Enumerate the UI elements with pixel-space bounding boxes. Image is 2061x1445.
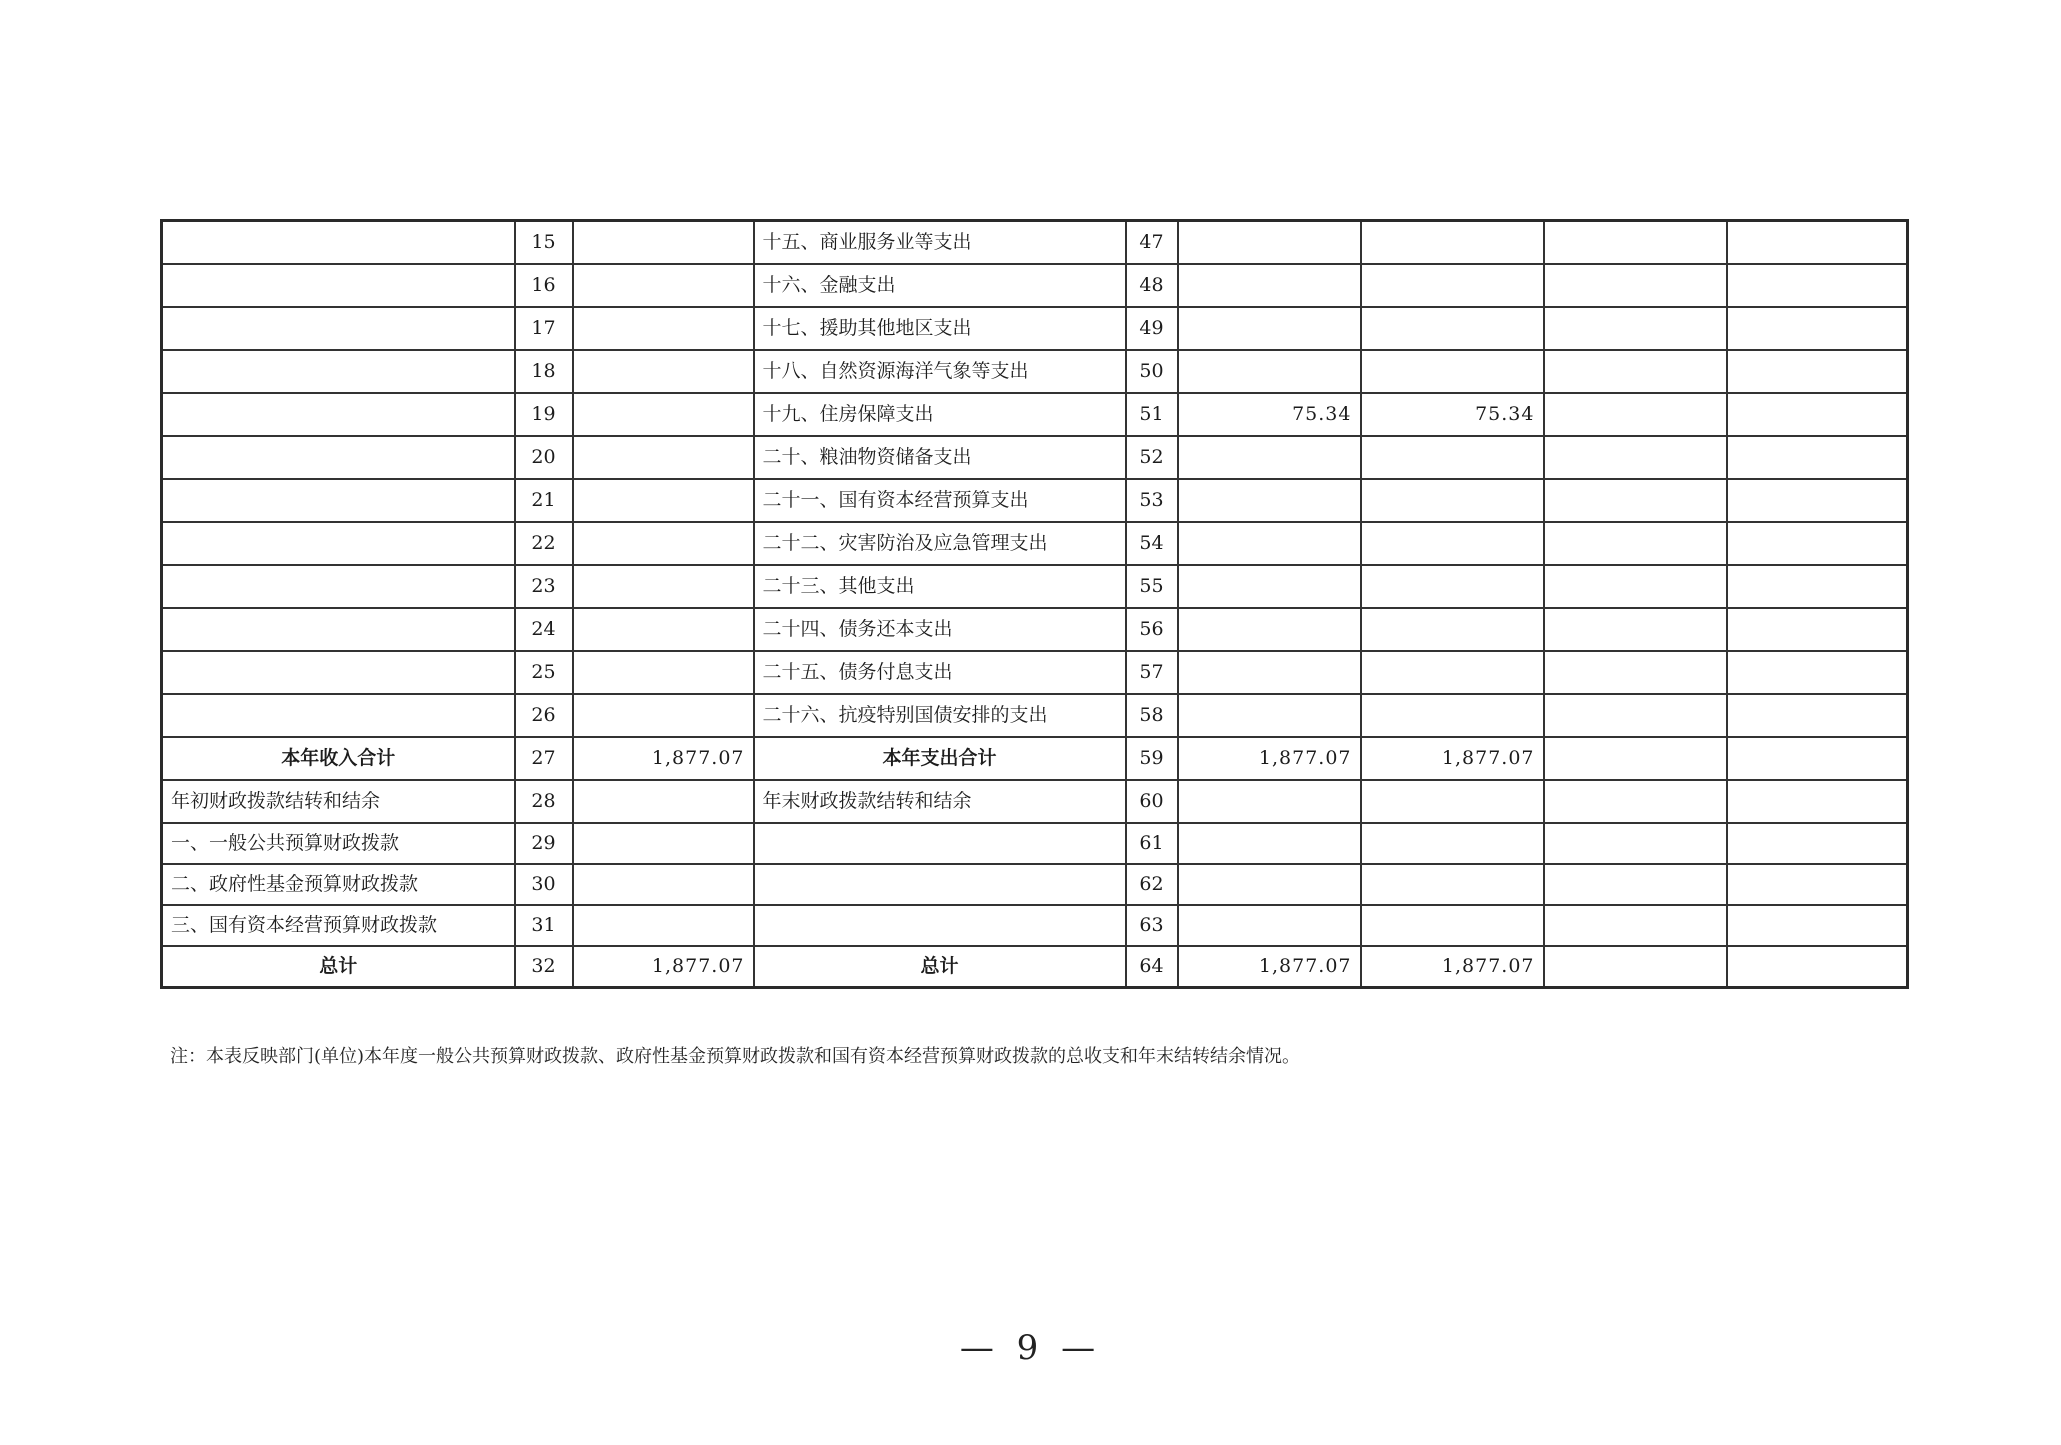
income-item-cell: 本年收入合计: [162, 737, 515, 780]
expense-state-capital-cell: [1727, 264, 1908, 307]
expense-government-fund-cell: [1544, 823, 1727, 864]
expense-general-budget-cell: 1,877.07: [1361, 946, 1544, 988]
income-row-number-cell: 17: [515, 307, 573, 350]
income-amount-cell: [573, 694, 754, 737]
expense-general-budget-cell: [1361, 221, 1544, 265]
income-row-number-cell: 16: [515, 264, 573, 307]
expense-total-cell: 1,877.07: [1178, 737, 1361, 780]
expense-general-budget-cell: [1361, 905, 1544, 946]
expense-item-cell: 二十四、债务还本支出: [754, 608, 1126, 651]
expense-state-capital-cell: [1727, 737, 1908, 780]
income-row-number-cell: 24: [515, 608, 573, 651]
table-row: [162, 608, 1908, 651]
table-row: [162, 307, 1908, 350]
expense-total-cell: [1178, 522, 1361, 565]
expense-state-capital-cell: [1727, 565, 1908, 608]
expense-state-capital-cell: [1727, 694, 1908, 737]
income-item-cell: [162, 221, 515, 265]
expense-total-cell: 75.34: [1178, 393, 1361, 436]
expense-government-fund-cell: [1544, 565, 1727, 608]
income-item-cell: [162, 393, 515, 436]
table-row: [162, 780, 1908, 823]
expense-state-capital-cell: [1727, 393, 1908, 436]
table-row: [162, 221, 1908, 265]
expense-general-budget-cell: [1361, 307, 1544, 350]
expense-row-number-cell: 48: [1126, 264, 1178, 307]
income-amount-cell: [573, 221, 754, 265]
income-row-number-cell: 21: [515, 479, 573, 522]
income-amount-cell: [573, 264, 754, 307]
table-row: [162, 946, 1908, 988]
income-row-number-cell: 30: [515, 864, 573, 905]
page-number: — 9 —: [959, 1328, 1102, 1368]
income-item-cell: 三、国有资本经营预算财政拨款: [162, 905, 515, 946]
income-amount-cell: [573, 565, 754, 608]
table-row: [162, 264, 1908, 307]
expense-state-capital-cell: [1727, 522, 1908, 565]
expense-item-cell: 十六、金融支出: [754, 264, 1126, 307]
income-item-cell: [162, 608, 515, 651]
expense-general-budget-cell: [1361, 608, 1544, 651]
expense-row-number-cell: 53: [1126, 479, 1178, 522]
income-row-number-cell: 25: [515, 651, 573, 694]
expense-government-fund-cell: [1544, 905, 1727, 946]
expense-row-number-cell: 50: [1126, 350, 1178, 393]
expense-state-capital-cell: [1727, 221, 1908, 265]
expense-item-cell: 二十五、债务付息支出: [754, 651, 1126, 694]
expense-total-cell: [1178, 436, 1361, 479]
expense-general-budget-cell: [1361, 694, 1544, 737]
income-row-number-cell: 20: [515, 436, 573, 479]
income-item-cell: [162, 651, 515, 694]
expense-item-cell: [754, 823, 1126, 864]
expense-government-fund-cell: [1544, 608, 1727, 651]
income-row-number-cell: 22: [515, 522, 573, 565]
table-row: [162, 393, 1908, 436]
expense-item-cell: 年末财政拨款结转和结余: [754, 780, 1126, 823]
expense-total-cell: [1178, 264, 1361, 307]
expense-general-budget-cell: [1361, 651, 1544, 694]
income-amount-cell: [573, 436, 754, 479]
expense-general-budget-cell: [1361, 823, 1544, 864]
expense-government-fund-cell: [1544, 864, 1727, 905]
table-row: [162, 864, 1908, 905]
expense-total-cell: 1,877.07: [1178, 946, 1361, 988]
income-item-cell: 二、政府性基金预算财政拨款: [162, 864, 515, 905]
expense-government-fund-cell: [1544, 651, 1727, 694]
expense-item-cell: 十七、援助其他地区支出: [754, 307, 1126, 350]
expense-government-fund-cell: [1544, 737, 1727, 780]
expense-state-capital-cell: [1727, 479, 1908, 522]
expense-state-capital-cell: [1727, 946, 1908, 988]
income-item-cell: [162, 565, 515, 608]
expense-state-capital-cell: [1727, 350, 1908, 393]
income-row-number-cell: 28: [515, 780, 573, 823]
expense-government-fund-cell: [1544, 780, 1727, 823]
expense-row-number-cell: 62: [1126, 864, 1178, 905]
income-row-number-cell: 31: [515, 905, 573, 946]
expense-state-capital-cell: [1727, 608, 1908, 651]
income-amount-cell: [573, 522, 754, 565]
income-item-cell: 总计: [162, 946, 515, 988]
expense-government-fund-cell: [1544, 436, 1727, 479]
expense-row-number-cell: 64: [1126, 946, 1178, 988]
income-amount-cell: 1,877.07: [573, 737, 754, 780]
income-amount-cell: 1,877.07: [573, 946, 754, 988]
income-row-number-cell: 32: [515, 946, 573, 988]
expense-government-fund-cell: [1544, 946, 1727, 988]
expense-item-cell: 总计: [754, 946, 1126, 988]
income-row-number-cell: 29: [515, 823, 573, 864]
income-amount-cell: [573, 864, 754, 905]
expense-item-cell: 十五、商业服务业等支出: [754, 221, 1126, 265]
expense-item-cell: 十八、自然资源海洋气象等支出: [754, 350, 1126, 393]
income-amount-cell: [573, 780, 754, 823]
expense-state-capital-cell: [1727, 780, 1908, 823]
expense-total-cell: [1178, 608, 1361, 651]
income-row-number-cell: 19: [515, 393, 573, 436]
income-row-number-cell: 27: [515, 737, 573, 780]
income-item-cell: 年初财政拨款结转和结余: [162, 780, 515, 823]
table-row: [162, 350, 1908, 393]
expense-total-cell: [1178, 651, 1361, 694]
expense-government-fund-cell: [1544, 522, 1727, 565]
expense-item-cell: 二十三、其他支出: [754, 565, 1126, 608]
expense-total-cell: [1178, 221, 1361, 265]
table-row: [162, 651, 1908, 694]
income-amount-cell: [573, 608, 754, 651]
expense-state-capital-cell: [1727, 436, 1908, 479]
expense-general-budget-cell: 1,877.07: [1361, 737, 1544, 780]
expense-item-cell: 二十、粮油物资储备支出: [754, 436, 1126, 479]
expense-row-number-cell: 54: [1126, 522, 1178, 565]
expense-general-budget-cell: 75.34: [1361, 393, 1544, 436]
income-row-number-cell: 18: [515, 350, 573, 393]
expense-government-fund-cell: [1544, 221, 1727, 265]
expense-government-fund-cell: [1544, 393, 1727, 436]
expense-total-cell: [1178, 479, 1361, 522]
expense-general-budget-cell: [1361, 350, 1544, 393]
expense-government-fund-cell: [1544, 479, 1727, 522]
expense-state-capital-cell: [1727, 864, 1908, 905]
expense-total-cell: [1178, 864, 1361, 905]
expense-row-number-cell: 58: [1126, 694, 1178, 737]
expense-item-cell: 二十六、抗疫特别国债安排的支出: [754, 694, 1126, 737]
income-row-number-cell: 26: [515, 694, 573, 737]
income-item-cell: [162, 436, 515, 479]
expense-item-cell: [754, 864, 1126, 905]
expense-row-number-cell: 49: [1126, 307, 1178, 350]
table-footnote: 注：本表反映部门(单位)本年度一般公共预算财政拨款、政府性基金预算财政拨款和国有资本经营预算财政拨款的总收支和年末结转结余情况。: [170, 1046, 1301, 1067]
expense-row-number-cell: 60: [1126, 780, 1178, 823]
table-row: [162, 823, 1908, 864]
expense-government-fund-cell: [1544, 307, 1727, 350]
table-row: [162, 905, 1908, 946]
expense-row-number-cell: 63: [1126, 905, 1178, 946]
income-item-cell: [162, 694, 515, 737]
income-amount-cell: [573, 651, 754, 694]
income-item-cell: [162, 264, 515, 307]
expense-state-capital-cell: [1727, 823, 1908, 864]
income-amount-cell: [573, 479, 754, 522]
expense-total-cell: [1178, 780, 1361, 823]
expense-row-number-cell: 52: [1126, 436, 1178, 479]
expense-total-cell: [1178, 905, 1361, 946]
expense-general-budget-cell: [1361, 479, 1544, 522]
expense-total-cell: [1178, 350, 1361, 393]
expense-general-budget-cell: [1361, 864, 1544, 905]
expense-general-budget-cell: [1361, 522, 1544, 565]
expense-total-cell: [1178, 823, 1361, 864]
expense-general-budget-cell: [1361, 264, 1544, 307]
income-item-cell: [162, 350, 515, 393]
expense-row-number-cell: 51: [1126, 393, 1178, 436]
income-amount-cell: [573, 393, 754, 436]
table-row: [162, 436, 1908, 479]
expense-row-number-cell: 57: [1126, 651, 1178, 694]
expense-government-fund-cell: [1544, 694, 1727, 737]
expense-state-capital-cell: [1727, 905, 1908, 946]
income-item-cell: [162, 479, 515, 522]
income-amount-cell: [573, 823, 754, 864]
expense-government-fund-cell: [1544, 264, 1727, 307]
income-row-number-cell: 15: [515, 221, 573, 265]
table-row: [162, 479, 1908, 522]
expense-state-capital-cell: [1727, 307, 1908, 350]
income-item-cell: [162, 307, 515, 350]
income-amount-cell: [573, 905, 754, 946]
table-row: [162, 694, 1908, 737]
expense-general-budget-cell: [1361, 780, 1544, 823]
fiscal-appropriation-table: [160, 219, 1909, 989]
expense-row-number-cell: 55: [1126, 565, 1178, 608]
expense-total-cell: [1178, 307, 1361, 350]
expense-item-cell: 十九、住房保障支出: [754, 393, 1126, 436]
income-amount-cell: [573, 350, 754, 393]
table-row: [162, 565, 1908, 608]
table-body: [162, 221, 1908, 988]
expense-item-cell: 二十一、国有资本经营预算支出: [754, 479, 1126, 522]
table-row: [162, 522, 1908, 565]
expense-row-number-cell: 47: [1126, 221, 1178, 265]
income-item-cell: [162, 522, 515, 565]
expense-general-budget-cell: [1361, 565, 1544, 608]
expense-item-cell: [754, 905, 1126, 946]
expense-government-fund-cell: [1544, 350, 1727, 393]
income-amount-cell: [573, 307, 754, 350]
expense-item-cell: 二十二、灾害防治及应急管理支出: [754, 522, 1126, 565]
expense-total-cell: [1178, 565, 1361, 608]
expense-row-number-cell: 56: [1126, 608, 1178, 651]
income-row-number-cell: 23: [515, 565, 573, 608]
income-item-cell: 一、一般公共预算财政拨款: [162, 823, 515, 864]
table-row: [162, 737, 1908, 780]
expense-general-budget-cell: [1361, 436, 1544, 479]
expense-state-capital-cell: [1727, 651, 1908, 694]
expense-row-number-cell: 61: [1126, 823, 1178, 864]
expense-total-cell: [1178, 694, 1361, 737]
budget-table-container: [160, 219, 1906, 989]
expense-row-number-cell: 59: [1126, 737, 1178, 780]
expense-item-cell: 本年支出合计: [754, 737, 1126, 780]
